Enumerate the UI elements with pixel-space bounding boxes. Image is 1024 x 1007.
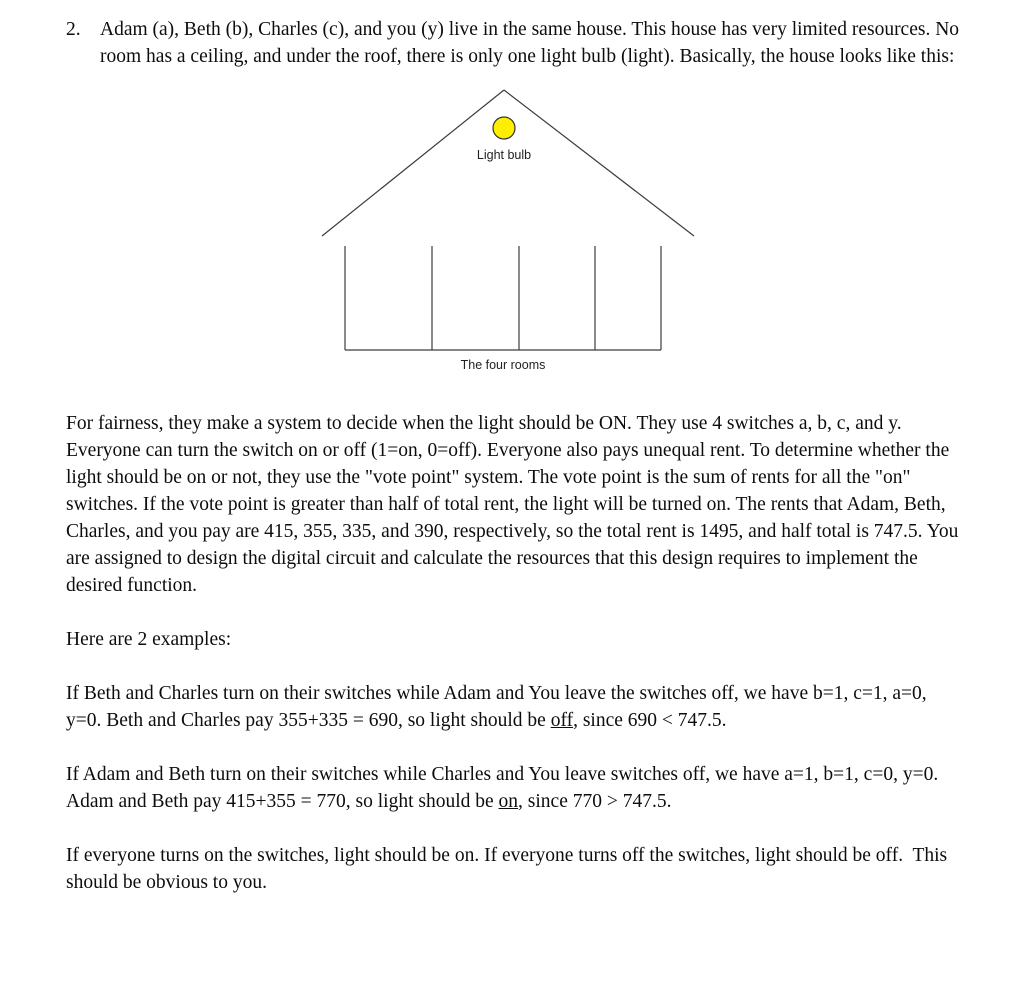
examples-intro-paragraph: Here are 2 examples: [66,629,232,650]
example-2-text-pre: If Adam and Beth turn on their switches while Charles and You leave switches off, we have a=1, b=1, c=0, y=0. Adam and Beth pay 415+355 = 770, so light should be [66,764,943,812]
closing-paragraph: If everyone turns on the switches, light should be on. If everyone turns off the switches, light should be off. This should be obvious to you. [66,845,953,893]
example-1-paragraph [66,680,962,734]
example-2-paragraph [66,761,962,815]
example-1-text-pre: If Beth and Charles turn on their switches while Adam and You leave the switches off, we have b=1, c=1, a=0, y=0. Beth and Charles pay 355+335 = 690, so light should be [66,683,932,731]
light-bulb-label: Light bulb [476,148,532,162]
roof-right-line [504,90,694,236]
fairness-paragraph: For fairness, they make a system to decide when the light should be ON. They use 4 switches a, b, c, and y. Everyone can turn the switch on or off (1=on, 0=off). Everyone also pays unequal rent. To determine whether the light should be on or not, they use the "vote point" system. The vote point is the sum of rents for all the "on" switches. If the vote point is greater than half of total rent, the light will be turned on. The rents that Adam, Beth, Charles, and you pay are 415, 355, 335, and 390, respectively, so the total rent is 1495, and half total is 747.5. You are assigned to design the digital circuit and calculate the resources that this design requires to implement the desired function. [66,413,964,596]
example-2-underlined-word: on [498,791,519,812]
rooms-label: The four rooms [460,358,546,372]
problem-intro-paragraph: Adam (a), Beth (b), Charles (c), and you (y) live in the same house. This house has very limited resources. No room has a ceiling, and under the roof, there is only one light bulb (light). Basically, the house looks like this: [100,19,964,67]
problem-number: 2. [66,19,81,40]
example-1-underlined-word: off [550,710,574,731]
problem-item [66,16,962,70]
example-1-text-post: , since 690 < 747.5. [573,710,727,731]
house-diagram [318,84,698,376]
roof-left-line [322,90,504,236]
example-2-text-post: , since 770 > 747.5. [518,791,672,812]
light-bulb-icon [493,117,515,139]
house-diagram-svg [318,84,698,376]
